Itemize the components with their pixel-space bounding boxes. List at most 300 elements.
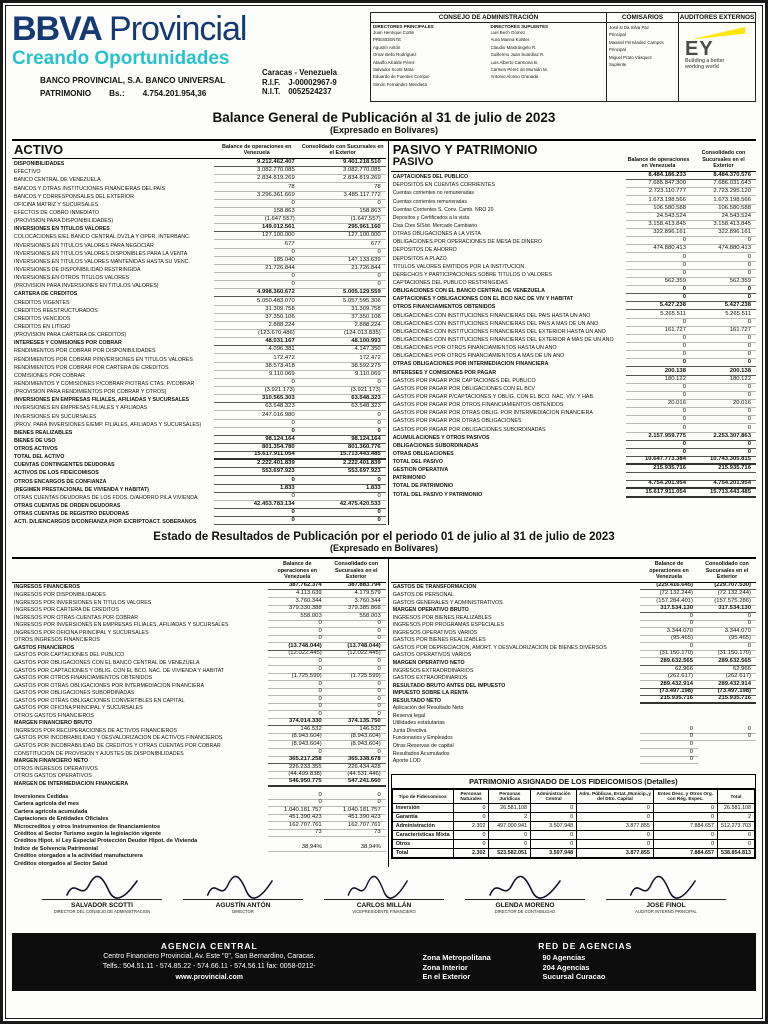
income-row-value: 146.532 (327, 726, 386, 734)
activo-row-value: 0 (214, 428, 300, 436)
income-row-value: 0 (640, 756, 698, 764)
nit-value: 0052524237 (288, 87, 332, 96)
pasivo-row-value: 0 (691, 441, 756, 449)
activo-row (12, 403, 386, 411)
alternate-director: Luis Alberto Carmona B. (490, 59, 539, 65)
fideicomisos-cell: 0 (717, 839, 754, 848)
activo-row-label: (PROVISION PARA RENDIMIENTOS POR COBRAR Y OTROS) (14, 389, 167, 396)
comisarios-title: COMISARIOS (607, 13, 678, 23)
income-row-value: 0 (327, 628, 386, 636)
pasivo-row (391, 172, 756, 180)
income-row-value: 0 (268, 658, 327, 666)
activo-row-label: INVERSIONES EN TITULOS VALORES (14, 226, 110, 233)
pasivo-row-value: 0 (626, 425, 691, 433)
pasivo-row-value: 0 (691, 262, 756, 270)
fideicomisos-cell: 0 (531, 803, 577, 812)
income-row-label: GASTOS POR BIENES REALIZABLES (392, 637, 486, 644)
income-row-value: 0 (327, 681, 386, 689)
income-row-value: (72.132.244) (698, 590, 756, 598)
income-row-label: INGRESOS POR DISPONIBILIDADES (14, 592, 106, 599)
activo-row-value: 0 (214, 379, 300, 387)
activo-row-value: 2.834.819.269 (300, 175, 386, 183)
activo-row-label: (PROVISION PARA DISPONIBILIDADES) (14, 218, 114, 225)
column-header-exterior: Consolidado con Sucursales en el Exterior (701, 150, 746, 169)
footer-zone-label: En el Exterior (422, 972, 471, 982)
income-row-value: 0 (640, 643, 698, 651)
income-row-label: Aplicación del Resultado Neto (392, 705, 464, 712)
income-row-value: 0 (268, 628, 327, 636)
income-row-value: 3.760.344 (327, 598, 386, 606)
balance-subtitle: (Expresado en Bolívares) (329, 125, 439, 135)
activo-row-label: CARTERA DE CREDITOS (14, 291, 78, 298)
pasivo-row-value: 0 (691, 359, 756, 367)
activo-row (12, 428, 386, 436)
pasivo-row-value: 0 (691, 319, 756, 327)
pasivo-row (391, 327, 756, 335)
activo-row-value: 0 (214, 281, 300, 289)
income-row-value: 0 (327, 635, 386, 643)
activo-row-label: RENDIMIENTOS POR COBRAR POR CARTERA DE CRÉDITOS (14, 364, 169, 371)
pasivo-row (391, 351, 756, 359)
income-subtitle: (Expresado en Bolívares) (329, 543, 439, 554)
pasivo-row-label: Cuentas Corrientes S. Conv. Camb. NRO 20 (392, 206, 494, 213)
activo-row-label: INTERESES Y COMISIONES POR COBRAR (14, 340, 122, 347)
activo-row (12, 395, 386, 403)
income-row-value: (262.617) (640, 673, 698, 681)
income-row-value: 0 (327, 620, 386, 628)
pasivo-row-value: 562.359 (691, 278, 756, 286)
pasivo-heading-line1: PASIVO Y PATRIMONIO (392, 142, 538, 157)
income-row (391, 757, 756, 765)
activo-row-label: BANCO CENTRAL DE VENEZUELA (14, 177, 101, 184)
activo-row-value: 9.212.462.407 (214, 159, 300, 167)
activo-row-value: 295.961.160 (300, 224, 386, 232)
activo-section (12, 141, 388, 525)
fideicomisos-cell: 512.273.703 (717, 821, 754, 830)
pasivo-row-value: 322.896.161 (691, 229, 756, 237)
footer-right-title: RED DE AGENCIAS (538, 941, 633, 952)
column-header-venezuela: Balance de operaciones en Venezuela (277, 561, 317, 580)
income-row-value: (12.022.445) (327, 650, 386, 658)
fideicomisos-cell: 3.877.855 (577, 821, 654, 830)
activo-row-value: 0 (214, 509, 300, 517)
activo-row (12, 159, 386, 167)
activo-row-label: COLOCACIONES E/EL BANCO CENTRAL DVZLA Y OPER. INTERBANC. (14, 234, 191, 241)
rif-label: R.I.F. (262, 77, 281, 87)
income-row-value: 0 (698, 643, 756, 651)
fideicomisos-row (392, 803, 754, 812)
income-row-value (698, 763, 756, 764)
income-row-value: 62.966 (640, 666, 698, 674)
balance-sheet (12, 139, 756, 525)
activo-row-value: 4.998.360.672 (214, 289, 300, 297)
income-row-value: 379.385.868 (327, 605, 386, 613)
activo-heading: ACTIVO (14, 142, 64, 157)
pasivo-row (391, 270, 756, 278)
memo-row-value (268, 858, 327, 859)
activo-row (12, 363, 386, 371)
pasivo-row-value: 0 (691, 384, 756, 392)
pasivo-row-value: 0 (626, 416, 691, 424)
pasivo-heading (391, 141, 626, 171)
bank-name: BANCO PROVINCIAL, S.A. BANCO UNIVERSAL (40, 76, 226, 85)
income-row-value: (1.725.599) (327, 673, 386, 681)
pasivo-row-value: 180.122 (626, 376, 691, 384)
activo-row-label: CUENTAS CONTINGENTES DEUDORAS (14, 462, 115, 469)
pasivo-row (391, 286, 756, 294)
pasivo-row (391, 424, 756, 432)
activo-row-value: 3.082.770.085 (214, 167, 300, 175)
income-row-label: Otras Reservas de capital (392, 742, 454, 749)
fideicomisos-row (392, 812, 754, 821)
income-row-value (640, 718, 698, 719)
income-row-label: GASTOS POR CAPTACIONES Y OBLIG. CON EL BCO. NAC. DE VIVIENDA Y HABITAT (14, 667, 225, 674)
income-row-value: 0 (698, 613, 756, 621)
pasivo-row-value: 106.580.588 (691, 205, 756, 213)
activo-row (12, 452, 386, 460)
income-row-value: (262.617) (698, 673, 756, 681)
principal-director: Simón Fernández Mendieta (373, 81, 427, 87)
income-row-label: Resultados Acumulados (392, 750, 450, 757)
activo-row-value: (3.921.173) (214, 387, 300, 395)
activo-row-value: 677 (300, 241, 386, 249)
activo-row-label: OTRAS CUENTAS DEUDORAS DE LOS FDOS. D/AHORRO P/LA VIVIENDA (14, 494, 198, 501)
income-row-label: MARGEN FINANCIERO NETO (14, 758, 89, 765)
activo-row-value: 0 (214, 493, 300, 501)
income-row-value: 0 (268, 620, 327, 628)
pasivo-row (391, 416, 756, 424)
income-row-label: INGRESOS POR RECUPERACIONES DE ACTIVOS FINANCIEROS (14, 727, 178, 734)
income-row-label: INGRESOS POR OTRAS CUENTAS POR COBRAR (14, 614, 139, 621)
memo-row-label: Captaciones de Entidades Oficiales (14, 816, 109, 823)
income-row-value: 0 (698, 733, 756, 741)
activo-row-value: 78 (214, 184, 300, 192)
income-row-label: MARGEN FINANCIERO BRUTO (14, 720, 93, 727)
fideicomisos-cell: 3.507.948 (531, 821, 577, 830)
income-row (391, 704, 756, 712)
income-row-value: (8.943.604) (268, 741, 327, 749)
footer-address: Centro Financiero Provincial, Av. Este "0", San Bernardino, Caracas. (103, 952, 316, 960)
fideicomisos-row (392, 830, 754, 839)
alternate-director: Aura Marina Kolster (490, 37, 530, 43)
income-row-label: INGRESOS EXTRAORDINARIOS (392, 667, 474, 674)
nit-label: N.I.T. (262, 87, 281, 96)
principal-director: Omar Bello Rodríguez (373, 52, 417, 58)
memo-row (12, 859, 386, 866)
activo-row-label: OTROS ENCARGOS DE CONFIANZA (14, 478, 107, 485)
pasivo-row-label: Cuentas corrientes remuneradas (392, 198, 467, 205)
activo-row (12, 517, 386, 525)
income-row-value: (8.943.604) (327, 733, 386, 741)
pasivo-row-value: 0 (691, 408, 756, 416)
income-row-label: INGRESOS POR OFICINA PRINCIPAL Y SUCURSALES (14, 629, 149, 636)
activo-row-value: (123.670.486) (214, 330, 300, 338)
pasivo-row (391, 408, 756, 416)
income-row-label: GASTOS EXTRAORDINARIOS (392, 675, 468, 682)
activo-row-value: 21.726.844 (300, 265, 386, 273)
pasivo-row-value: 2.253.307.863 (691, 433, 756, 441)
fideicomisos-cell: Garantía (392, 812, 453, 821)
fideicomisos-header-cell: Personas Jurídicas (489, 790, 531, 804)
activo-row-value: 4.147.350 (300, 346, 386, 354)
memo-row-value: 38,94% (268, 844, 327, 852)
activo-row-value: 5.005.129.559 (300, 289, 386, 297)
income-row-value: (44.531.446) (327, 771, 386, 779)
pasivo-row-value: 0 (691, 392, 756, 400)
activo-row (12, 167, 386, 175)
income-row (391, 734, 756, 742)
activo-row (12, 273, 386, 281)
pasivo-row-label: TOTAL DEL PASIVO (392, 459, 443, 466)
fideicomisos-cell: 2.302 (453, 848, 489, 857)
activo-row (12, 338, 386, 346)
pasivo-row-label: GASTOS POR PAGAR POR OTROS FINANCIAMIENTOS OBTENIDOS (392, 402, 564, 409)
pasivo-row-value: 200.138 (691, 368, 756, 376)
income-row-label: INGRESOS OPERATIVOS VARIOS (392, 629, 478, 636)
income-row-value (698, 718, 756, 719)
activo-row-label: CREDITOS REESTRUCTURADOS (14, 307, 98, 314)
activo-row-value: 31.309.758 (214, 306, 300, 314)
income-row-value: 374.014.330 (268, 718, 327, 726)
pasivo-row-label: OTRAS OBLIGACIONES A LA VISTA (392, 231, 481, 238)
pasivo-row-label: Depositos y Certificados a la vista (392, 214, 470, 221)
activo-row-value: 0 (300, 428, 386, 436)
fideicomisos-row (392, 848, 754, 857)
income-row-value: 0 (268, 666, 327, 674)
pasivo-row-value: 24.543.524 (691, 213, 756, 221)
fideicomisos-header-cell: Total (717, 790, 754, 804)
pasivo-row-value: 0 (626, 319, 691, 327)
activo-row-value: 149.012.561 (214, 224, 300, 232)
income-row-value: 4.113.639 (268, 590, 327, 598)
activo-row-value: 9.110.069 (214, 371, 300, 379)
income-row (391, 741, 756, 749)
pasivo-row-label: CAPTACIONES Y OBLIGACIONES CON EL BCO NAC DE VIV Y HÁBITAT (392, 296, 574, 303)
pasivo-row-value: 10.647.773.384 (626, 456, 691, 465)
activo-row (12, 240, 386, 248)
income-row-label: RESULTADO BRUTO ANTES DEL IMPUESTO (392, 682, 506, 689)
activo-row-value: 78 (300, 184, 386, 192)
activo-row-value: 15.617.911.054 (214, 451, 300, 460)
governance-boxes (370, 12, 756, 102)
income-row-value: 0 (640, 749, 698, 757)
fideicomisos-cell: 7.884.657 (653, 821, 717, 830)
activo-row-value: 9.110.069 (300, 371, 386, 379)
pasivo-row-label: GASTOS POR PAGAR P/CAPTACIONES Y OBLIG. CON EL BCO. NAC. VIV. Y HAB. (392, 393, 595, 400)
fideicomisos-cell: Características Mixta (392, 830, 453, 839)
income-row-value: 0 (268, 696, 327, 704)
fideicomisos-cell: 3.507.948 (531, 848, 577, 857)
pasivo-row-label: ACUMULACIONES Y OTROS PASIVOS (392, 434, 490, 441)
activo-row-value: 0 (300, 200, 386, 208)
income-row-label: GASTOS FINANCIEROS (14, 644, 75, 651)
activo-row-value: 0 (300, 509, 386, 517)
activo-row-label: CREDITOS VENCIDOS (14, 315, 71, 322)
pasivo-row-value: 0 (626, 335, 691, 343)
activo-row-label: RENDIMIENTOS POR COBRAR P/INVERSIONES EN TITULOS VALORES (14, 356, 193, 363)
income-row-value: 379.330.388 (268, 605, 327, 613)
activo-row-value: 0 (214, 517, 300, 525)
income-row-label: Utilidades estatutarias (392, 720, 445, 727)
column-header-exterior: Consolidado con Sucursales en el Exterior (705, 561, 749, 580)
activo-row-value: 127.100.000 (300, 232, 386, 240)
pasivo-row-value: 0 (626, 392, 691, 400)
fideicomisos-cell: 0 (453, 839, 489, 848)
activo-row-value: 677 (214, 241, 300, 249)
pasivo-row (391, 489, 756, 497)
pasivo-row-value: 0 (626, 449, 691, 457)
pasivo-row-value: 215.935.716 (691, 465, 756, 473)
ey-slogan-1: Building a better (685, 58, 725, 64)
activo-row-label: OTRAS CUENTAS DE REGISTRO DEUDORAS (14, 511, 129, 518)
activo-row (12, 411, 386, 419)
memo-row-label: Índice de Solvencia Patrimonial (14, 845, 98, 852)
income-row-value: (8.943.604) (327, 741, 386, 749)
activo-row (12, 476, 386, 484)
activo-row-value: 0 (300, 477, 386, 485)
alternate-director: Antonio Alonso Granada (490, 74, 539, 80)
income-row-label: GASTOS POR DEPRECIACION, AMORT. Y DESVALORIZACION DE BIENES DIVERSOS (392, 644, 607, 651)
pasivo-row-label: DERECHOS Y PARTICIPACIONES SOBRE TITULOS O VALORES (392, 271, 552, 278)
rif-value: J-00002967-9 (288, 77, 337, 87)
signatory-title: VICEPRESIDENTE FINANCIERO (352, 908, 416, 914)
income-row-value: 0 (327, 688, 386, 696)
activo-row-value: 2.888.224 (214, 322, 300, 330)
activo-row (12, 249, 386, 257)
activo-row-value: 4.096.381 (214, 346, 300, 354)
activo-row-value: 158.863 (300, 208, 386, 216)
income-row-value: 215.935.716 (640, 695, 698, 704)
income-row-value: 0 (327, 711, 386, 719)
fideicomisos-cell: 2 (717, 812, 754, 821)
signature-mark (345, 875, 423, 901)
pasivo-row-value: 3.158.413.845 (691, 221, 756, 229)
income-row-value: 0 (268, 681, 327, 689)
activo-row (12, 387, 386, 395)
income-row-label: Funcionarios y Empleados (392, 735, 453, 742)
pasivo-row-label: OTRAS OBLIGACIONES (392, 450, 454, 457)
fideicomisos-cell: 538.854.813 (717, 848, 754, 857)
principal-directors-header: DIRECTORES PRINCIPALES (373, 24, 434, 29)
memo-row-label: Cartera agricola acumulada (14, 808, 88, 815)
pasivo-row (391, 400, 756, 408)
income-row-value: 0 (327, 703, 386, 711)
income-row-value: 0 (698, 726, 756, 734)
income-row-label: MARGEN DE INTERMEDIACION FINANCIERA (14, 780, 129, 787)
income-row-value: (229.707.530) (698, 582, 756, 590)
pasivo-row-label: OBLIGACIONES SUBORDINADAS (392, 442, 479, 449)
activo-row-label: DISPONIBILIDADES (14, 161, 65, 168)
pasivo-row-value: 1.673.198.566 (691, 197, 756, 205)
signatures-row (12, 867, 756, 929)
activo-row-value: (124.013.835) (300, 330, 386, 338)
income-row-label: INGRESOS POR CARTERA DE CREDITOS (14, 607, 119, 614)
pasivo-row-value: 0 (691, 270, 756, 278)
fideicomisos-cell: 7.884.657 (653, 848, 717, 857)
pasivo-row (391, 441, 756, 449)
fideicomisos-cell: 0 (531, 812, 577, 821)
pasivo-row (391, 302, 756, 310)
pasivo-row-value: 0 (626, 408, 691, 416)
activo-row (12, 346, 386, 354)
signatory-title: DIRECTOR (232, 908, 254, 914)
activo-row-value: 98.124.164 (300, 436, 386, 444)
column-header-exterior: Consolidado con Sucursales en el Exterior (301, 143, 384, 156)
activo-row-value: 0 (214, 249, 300, 257)
activo-row-value: (1.647.557) (214, 216, 300, 224)
income-row-value: (31.150.170) (698, 650, 756, 658)
income-row-value: 0 (327, 749, 386, 757)
fideicomisos-header-cell: Personas Naturales (453, 790, 489, 804)
comisario: Principal (609, 47, 626, 53)
pasivo-row-label: TOTAL DEL PASIVO Y PATRIMONIO (392, 491, 483, 498)
pasivo-row-value: 0 (626, 359, 691, 367)
fideicomisos-cell: 0 (453, 803, 489, 812)
activo-row-label: INVERSIONES DE DISPONIBILIDAD RESTRINGIDA (14, 266, 141, 273)
balance-title: Balance General de Publicación al 31 de julio de 2023 (212, 110, 556, 125)
signature-block (42, 875, 162, 929)
activo-row-label: (REGIMEN PRESTACIONAL DE VIVIENDA Y HÁBITAT) (14, 486, 149, 493)
pasivo-row-label: GESTIÓN OPERATIVA (392, 467, 449, 474)
income-row-value (698, 748, 756, 749)
memo-row-value: 0 (268, 792, 327, 800)
income-row-value: (44.499.838) (268, 771, 327, 779)
activo-row-value: 5.050.483.070 (214, 298, 300, 306)
pasivo-row-value: 0 (626, 351, 691, 359)
income-row-label: CONSTITUCIÓN DE PROVISIÓN Y AJUSTES DE DISPONIBILIDADES (14, 750, 184, 757)
pasivo-row-label: OBLIGACIONES POR OTROS FINANCIAMIENTOS A MAS DE UN AÑO (392, 353, 565, 360)
memo-row-label: Créditos otorgados al Sector Salud (14, 860, 108, 867)
activo-row (12, 208, 386, 216)
income-row-value: 226.434.428 (327, 764, 386, 772)
signature-mark (486, 875, 564, 901)
activo-row-value: 2.222.401.839 (300, 460, 386, 468)
activo-row-label: EFECTOS DE COBRO INMEDIATO (14, 209, 100, 216)
pasivo-row-value: 0 (691, 416, 756, 424)
activo-row-value: 38.592.275 (300, 363, 386, 371)
income-row-label: GASTOS POR INCOBRABILIDAD Y DESVALORIZACION DE ACTIVOS FINANCIEROS (14, 735, 223, 742)
activo-row-value: 48.100.993 (300, 338, 386, 346)
income-row-value: (95.465) (698, 635, 756, 643)
pasivo-row-label: OBLIGACIONES CON INSTITUCIONES FINANCIERAS DEL EXTERIOR HASTA UN AÑO (392, 328, 606, 335)
pasivo-row (391, 213, 756, 221)
activo-row (12, 314, 386, 322)
pasivo-row (391, 229, 756, 237)
pasivo-row-label: OBLIGACIONES CON INSTITUCIONES FINANCIERAS DEL PAIS HASTA UN AÑO (392, 312, 591, 319)
income-row-label: OTROS INGRESOS FINANCIEROS (14, 637, 100, 644)
signature-block (606, 875, 726, 929)
pasivo-row-value: 0 (626, 270, 691, 278)
footer-zone-value: 204 Agencias (542, 962, 590, 972)
fideicomisos-cell: Administración (392, 821, 453, 830)
income-row-value: 226.233.355 (268, 764, 327, 772)
column-header-venezuela: Balance de operaciones en Venezuela (649, 561, 689, 580)
footer-website-link[interactable]: www.provincial.com (175, 973, 243, 981)
activo-row-value: 2.834.819.269 (214, 175, 300, 183)
signatory-name: AGUSTÍN ANTÓN (183, 899, 303, 909)
fideicomisos-header-cell: Tipo de Fideicomisos (392, 790, 453, 804)
logo-bbva: BBVA (12, 10, 101, 48)
income-row-value: 317.534.130 (698, 605, 756, 613)
pasivo-row-value: 7.686.031.643 (691, 180, 756, 188)
activo-row-value: 0 (214, 477, 300, 485)
activo-row-value: 98.124.164 (214, 436, 300, 444)
fideicomisos-cell: 2 (489, 812, 531, 821)
legal-ids (262, 10, 370, 106)
pasivo-row (391, 188, 756, 196)
income-row-label: OTROS GASTOS OPERATIVOS (14, 773, 92, 780)
activo-row-label: INVERSIONES EN EMPRESAS FILIALES, AFILIADAS Y SUCURSALES (14, 397, 190, 404)
